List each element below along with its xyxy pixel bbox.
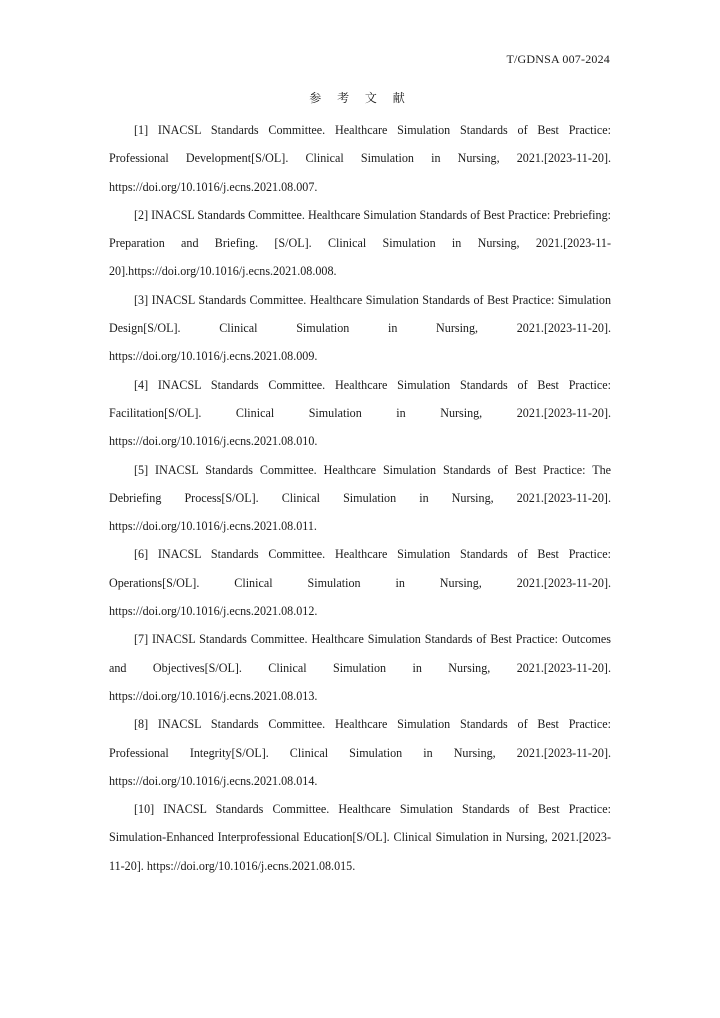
section-title: 参 考 文 献	[309, 91, 411, 105]
reference-item: [10] INACSL Standards Committee. Healthcare Simulation Standards of Best Practice: Simulation-Enhanced Interprofessional Education[S/OL]. Clinical Simulation in Nursing, 2021.[2023-11-20]. https://doi.org/10.1016/j.ecns.2021.08.015.	[109, 802, 611, 873]
reference-item: [1] INACSL Standards Committee. Healthcare Simulation Standards of Best Practice: Professional Development[S/OL]. Clinical Simulation in Nursing, 2021.[2023-11-20]. https://doi.org/10.1016/j.ecns.2021.08.007.	[109, 123, 611, 194]
reference-item: [6] INACSL Standards Committee. Healthcare Simulation Standards of Best Practice: Operations[S/OL]. Clinical Simulation in Nursing, 2021.[2023-11-20]. https://doi.org/10.1016/j.ecns.2021.08.012.	[109, 547, 611, 619]
reference-item: [4] INACSL Standards Committee. Healthcare Simulation Standards of Best Practice: Facilitation[S/OL]. Clinical Simulation in Nursing, 2021.[2023-11-20]. https://doi.org/10.1016/j.ecns.2021.08.010.	[109, 377, 611, 449]
reference-item: [5] INACSL Standards Committee. Healthcare Simulation Standards of Best Practice: The Debriefing Process[S/OL]. Clinical Simulation in Nursing, 2021.[2023-11-20]. https://doi.org/10.1016/j.ecns.2021.08.011.	[109, 462, 611, 534]
standard-code: T/GDNSA 007-2024	[506, 52, 610, 66]
reference-item: [7] INACSL Standards Committee. Healthcare Simulation Standards of Best Practice: Outcomes and Objectives[S/OL]. Clinical Simulation in Nursing, 2021.[2023-11-20]. https://doi.org/10.1016/j.ecns.2021.08.013.	[109, 632, 611, 703]
reference-list	[109, 116, 611, 880]
reference-item: [3] INACSL Standards Committee. Healthcare Simulation Standards of Best Practice: Simulation Design[S/OL]. Clinical Simulation in Nursing, 2021.[2023-11-20]. https://doi.org/10.1016/j.ecns.2021.08.009.	[109, 292, 611, 364]
reference-item: [8] INACSL Standards Committee. Healthcare Simulation Standards of Best Practice: Professional Integrity[S/OL]. Clinical Simulation in Nursing, 2021.[2023-11-20]. https://doi.org/10.1016/j.ecns.2021.08.014.	[109, 717, 611, 788]
reference-item: [2] INACSL Standards Committee. Healthcare Simulation Standards of Best Practice: Prebriefing: Preparation and Briefing. [S/OL]. Clinical Simulation in Nursing, 2021.[2023-11-20].https://doi.org/10.1016/j.ecns.2021.08.008.	[109, 207, 611, 279]
